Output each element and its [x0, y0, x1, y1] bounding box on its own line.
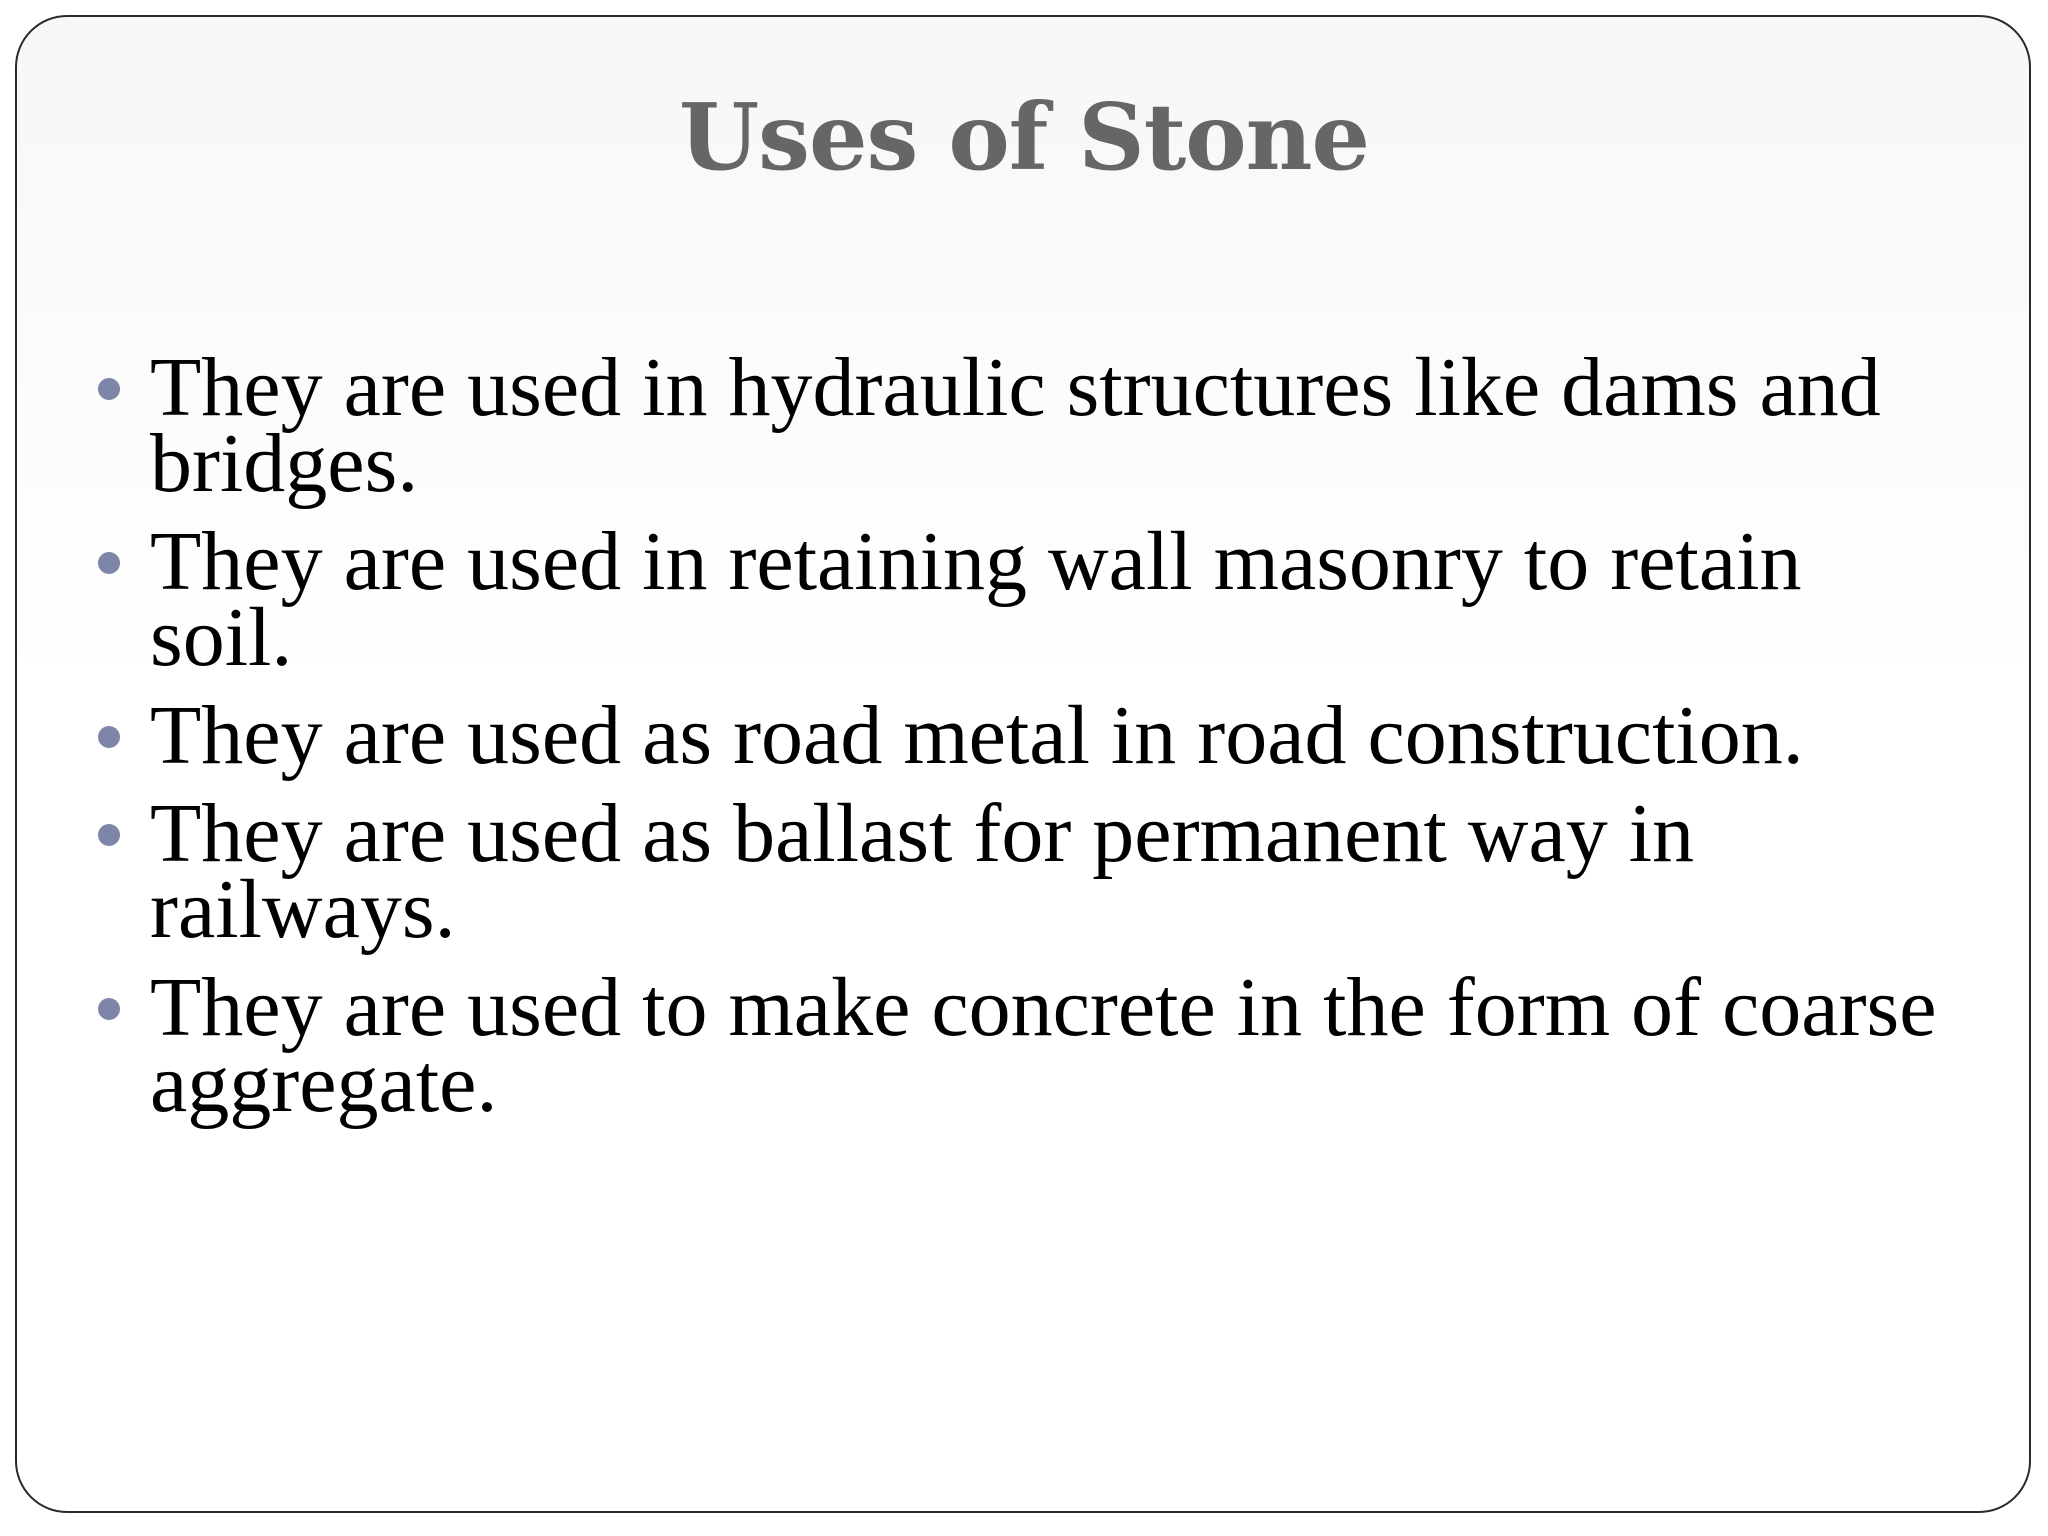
bullet-item [92, 961, 1952, 1130]
bullet-item [92, 341, 1952, 510]
bullet-dot-icon [98, 378, 120, 400]
bullet-text: They are used as road metal in road construction. [150, 689, 1804, 782]
bullet-dot-icon [98, 552, 120, 574]
bullet-dot-icon [98, 998, 120, 1020]
bullet-text: They are used to make concrete in the form of coarse aggregate. [150, 961, 1937, 1130]
bullet-dot-icon [98, 726, 120, 748]
bullet-text: They are used as ballast for permanent way in railways. [150, 787, 1695, 956]
bullet-item [92, 515, 1952, 684]
bullet-item [92, 689, 1952, 782]
bullet-list [92, 341, 1952, 1144]
bullet-text: They are used in retaining wall masonry to retain soil. [150, 515, 1802, 684]
bullet-text: They are used in hydraulic structures like dams and bridges. [150, 341, 1881, 510]
slide-title: Uses of Stone [678, 83, 1370, 191]
bullet-item [92, 787, 1952, 956]
bullet-dot-icon [98, 824, 120, 846]
